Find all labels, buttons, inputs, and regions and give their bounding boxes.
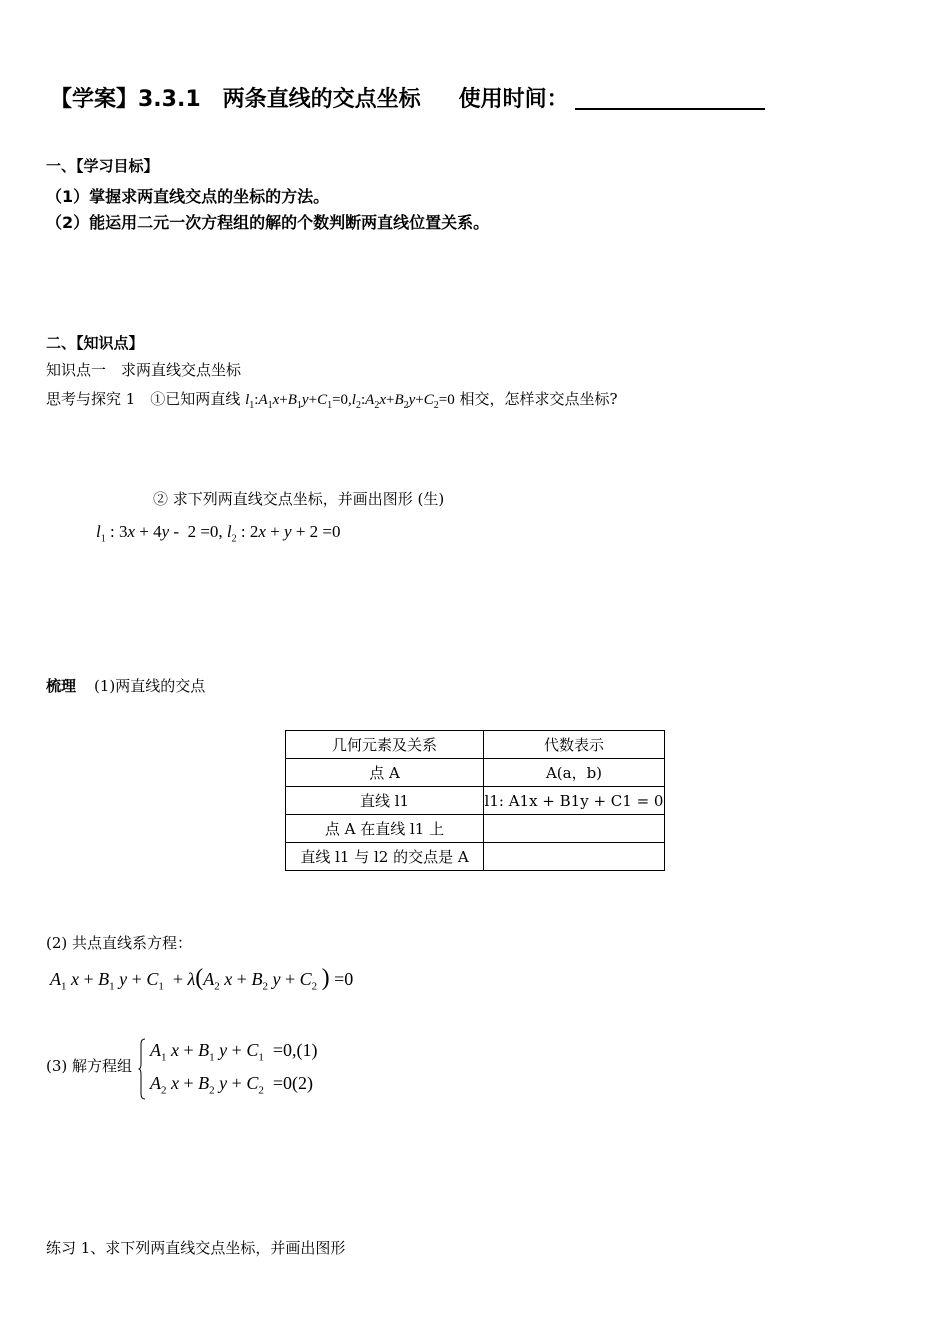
table-row [286, 759, 665, 787]
page-title [50, 82, 765, 113]
explore-1 [46, 388, 618, 411]
table-header-row [286, 731, 665, 759]
brace-icon [138, 1038, 146, 1100]
table-cell: A(a，b) [484, 759, 665, 787]
explore-suffix: 相交，怎样求交点坐标? [454, 390, 618, 408]
knowledge-point-1: 知识点一 求两直线交点坐标 [46, 361, 242, 379]
part3-label [46, 1055, 132, 1076]
summary-label: 梳理 [46, 677, 77, 695]
practice-1: 练习 1、求下列两直线交点坐标，并画出图形 [46, 1239, 346, 1257]
table-row [286, 815, 665, 843]
goal-1: （1）掌握求两直线交点的坐标的方法。 [46, 187, 330, 206]
system-eq-2: $A_2$ $x + B_2$ $y + C_2 =0(2)$ [150, 1073, 313, 1097]
part3-text: (3) 解方程组 [46, 1057, 133, 1075]
table-header: 代数表示 [484, 731, 665, 759]
table-row [286, 787, 665, 815]
table-cell-blank[interactable] [484, 843, 665, 871]
explore-equations: $l_1:A_1x+B_1y+C_1=0,l_2:A_2x+B_2y+C_2=0$ [245, 392, 455, 411]
table-cell: 直线 l1 与 l2 的交点是 A [286, 843, 484, 871]
summary [46, 675, 205, 696]
table-cell: l1: A1x + B1y + C1 = 0 [484, 787, 665, 815]
title-main: 【学案】3.3.1 两条直线的交点坐标 [50, 87, 421, 112]
knowledge-table [285, 730, 665, 871]
section1-heading: 一、【学习目标】 [46, 157, 159, 175]
time-label: 使用时间： [458, 87, 569, 112]
table-cell-blank[interactable] [484, 815, 665, 843]
line-equations: $l_1$ : 3x + 4y - 2 =0, $l_2$ : 2x + y + 2 =0 [96, 522, 341, 545]
table-cell: 点 A 在直线 l1 上 [286, 815, 484, 843]
goal-2: （2）能运用二元一次方程组的解的个数判断两直线位置关系。 [46, 213, 490, 232]
section2-heading: 二、【知识点】 [46, 334, 144, 352]
table-cell: 直线 l1 [286, 787, 484, 815]
summary-item: (1)两直线的交点 [94, 677, 206, 695]
table-row [286, 843, 665, 871]
time-blank[interactable] [575, 86, 765, 110]
part2-label: (2) 共点直线系方程： [46, 934, 193, 952]
pencil-equation: $A_1$ $x + B_1$ $y + C_1 + \lambda(A_2$ $x + B_2$ $y + C_2$ ) =0 [50, 965, 354, 993]
table-cell: 点 A [286, 759, 484, 787]
question-2: ② 求下列两直线交点坐标，并画出图形 (生) [153, 490, 445, 508]
system-eq-1: $A_1$ $x + B_1$ $y + C_1 =0,(1)$ [150, 1040, 318, 1064]
table-header: 几何元素及关系 [286, 731, 484, 759]
explore-prefix: 思考与探究 1 ①已知两直线 [46, 390, 246, 408]
